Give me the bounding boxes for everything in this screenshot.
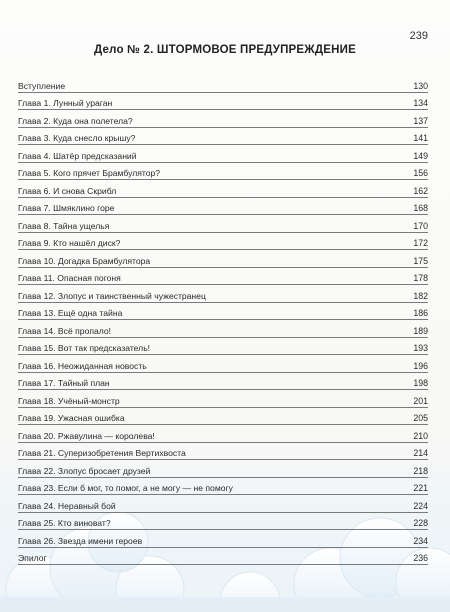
toc-entry-title: Глава 19. Ужасная ошибка bbox=[18, 413, 125, 423]
toc-leader-line bbox=[18, 564, 428, 565]
toc-entry-title: Глава 10. Догадка Брамбулятора bbox=[18, 255, 151, 266]
toc-entry-page: 205 bbox=[413, 413, 428, 423]
toc-entry-title: Глава 15. Вот так предсказатель! bbox=[18, 343, 151, 353]
toc-entry-title: Глава 3. Куда снесло крышу? bbox=[18, 133, 136, 143]
toc-entry-page: 193 bbox=[413, 343, 428, 353]
toc-entry bbox=[18, 339, 428, 357]
toc-entry-title: Глава 1. Лунный ураган bbox=[18, 98, 113, 108]
toc-entry bbox=[18, 514, 428, 532]
toc-entry bbox=[18, 409, 428, 427]
toc-entry bbox=[18, 286, 428, 304]
toc-entry-title: Глава 6. И снова Скрибл bbox=[18, 185, 117, 196]
toc-entry-page: 228 bbox=[413, 518, 428, 528]
toc-entry bbox=[18, 444, 428, 462]
toc-entry bbox=[18, 129, 428, 147]
toc-entry bbox=[18, 374, 428, 392]
toc-entry-page: 198 bbox=[413, 378, 428, 388]
toc-entry-title: Вступление bbox=[18, 80, 66, 91]
toc-entry-title: Глава 5. Кого прячет Брамбулятор? bbox=[18, 168, 161, 178]
toc-entry-title: Глава 23. Если б мог, то помог, а не могу — не помогу bbox=[18, 483, 233, 493]
toc-entry-title: Глава 12. Злопус и таинственный чужестранец bbox=[18, 290, 206, 301]
toc-entry-page: 162 bbox=[413, 185, 428, 196]
toc-entry-page: 149 bbox=[413, 150, 428, 161]
toc-entry-title: Глава 24. Неравный бой bbox=[18, 500, 116, 511]
toc-entry bbox=[18, 146, 428, 164]
toc-entry-title: Глава 18. Учёный-монстр bbox=[18, 395, 120, 406]
toc-entry-title: Глава 16. Неожиданная новость bbox=[18, 360, 147, 371]
toc-entry-page: 201 bbox=[413, 395, 428, 406]
toc-entry-page: 218 bbox=[413, 465, 428, 476]
toc-entry-page: 175 bbox=[413, 255, 428, 266]
toc-entry bbox=[18, 181, 428, 199]
toc-entry-page: 172 bbox=[413, 238, 428, 248]
toc-entry bbox=[18, 269, 428, 287]
toc-entry bbox=[18, 94, 428, 112]
toc-leader-line bbox=[18, 92, 428, 93]
toc-entry bbox=[18, 251, 428, 269]
toc-entry-page: 137 bbox=[413, 115, 428, 126]
section-title: Дело № 2. ШТОРМОВОЕ ПРЕДУПРЕЖДЕНИЕ bbox=[93, 44, 356, 56]
page-number: 239 bbox=[409, 30, 428, 42]
toc-entry bbox=[18, 199, 428, 217]
toc-entry-title: Глава 4. Шатёр предсказаний bbox=[18, 150, 137, 161]
toc-entry bbox=[18, 304, 428, 322]
toc-entry-page: 189 bbox=[413, 325, 428, 336]
toc-entry-page: 170 bbox=[413, 220, 428, 231]
toc-entry-page: 214 bbox=[413, 448, 428, 458]
toc-entry-page: 196 bbox=[413, 360, 428, 371]
toc-entry-title: Глава 14. Всё пропало! bbox=[18, 325, 112, 336]
toc-entry-page: 186 bbox=[413, 308, 428, 318]
toc-entry bbox=[18, 76, 428, 94]
table-of-contents bbox=[18, 76, 428, 566]
toc-entry-page: 224 bbox=[413, 500, 428, 511]
toc-entry bbox=[18, 461, 428, 479]
toc-entry-title: Глава 26. Звезда имени героев bbox=[18, 535, 143, 546]
toc-entry bbox=[18, 549, 428, 567]
toc-entry-title: Эпилог bbox=[18, 553, 47, 563]
toc-entry-title: Глава 25. Кто виноват? bbox=[18, 518, 111, 528]
toc-entry-page: 236 bbox=[413, 553, 428, 563]
toc-entry-page: 156 bbox=[413, 168, 428, 178]
toc-entry-page: 178 bbox=[413, 273, 428, 283]
toc-entry-page: 130 bbox=[413, 80, 428, 91]
toc-entry-title: Глава 21. Суперизобретения Вертихвоста bbox=[18, 448, 186, 458]
toc-entry bbox=[18, 496, 428, 514]
toc-entry-page: 234 bbox=[413, 535, 428, 546]
toc-entry-page: 221 bbox=[413, 483, 428, 493]
toc-entry bbox=[18, 479, 428, 497]
toc-entry bbox=[18, 321, 428, 339]
toc-entry-page: 141 bbox=[413, 133, 428, 143]
toc-entry-page: 210 bbox=[413, 430, 428, 441]
toc-entry bbox=[18, 216, 428, 234]
toc-entry-title: Глава 13. Ещё одна тайна bbox=[18, 308, 123, 318]
toc-entry-title: Глава 7. Шмяклино горе bbox=[18, 203, 115, 213]
toc-entry bbox=[18, 234, 428, 252]
toc-entry-title: Глава 11. Опасная погоня bbox=[18, 273, 121, 283]
toc-entry-page: 134 bbox=[413, 98, 428, 108]
toc-entry bbox=[18, 356, 428, 374]
toc-entry bbox=[18, 426, 428, 444]
toc-entry bbox=[18, 531, 428, 549]
toc-entry-page: 182 bbox=[413, 290, 428, 301]
toc-entry-title: Глава 22. Злопус бросает друзей bbox=[18, 465, 151, 476]
toc-entry bbox=[18, 164, 428, 182]
toc-entry-title: Глава 20. Ржавулина — королева! bbox=[18, 430, 155, 441]
toc-entry-page: 168 bbox=[413, 203, 428, 213]
toc-entry bbox=[18, 391, 428, 409]
toc-entry-title: Глава 17. Тайный план bbox=[18, 378, 110, 388]
toc-entry bbox=[18, 111, 428, 129]
toc-entry-title: Глава 8. Тайна ущелья bbox=[18, 220, 110, 231]
toc-entry-title: Глава 2. Куда она полетела? bbox=[18, 115, 133, 126]
toc-entry-title: Глава 9. Кто нашёл диск? bbox=[18, 238, 121, 248]
